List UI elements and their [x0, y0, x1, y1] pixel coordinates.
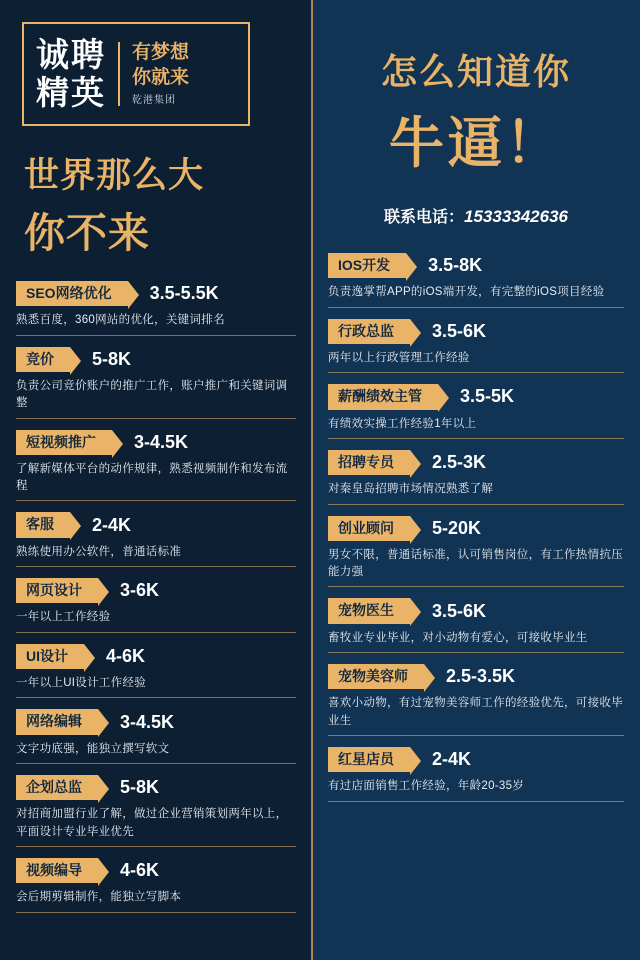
left-slogan — [24, 148, 296, 259]
job-header — [16, 578, 296, 603]
job-underline — [16, 697, 296, 698]
job-description: 两年以上行政管理工作经验 — [328, 352, 470, 365]
job-description: 负责逸掌帮APP的iOS端开发，有完整的iOS项目经验 — [328, 286, 605, 299]
job-header — [328, 598, 624, 623]
job-description: 负责公司竞价账户的推广工作，账户推广和关键词调整 — [16, 380, 288, 410]
job-title-tag: 短视频推广 — [16, 430, 112, 455]
hiring-subheadline — [132, 40, 189, 107]
job-salary: 4-6K — [120, 860, 160, 881]
job-title-tag: 红星店员 — [328, 747, 410, 772]
job-title-tag: SEO网络优化 — [16, 281, 128, 306]
job-description: 会后期剪辑制作，能独立写脚本 — [16, 891, 182, 904]
job-title-tag: 视频编导 — [16, 858, 98, 883]
job-underline — [16, 335, 296, 336]
job-item — [328, 319, 624, 374]
job-item — [16, 709, 296, 764]
job-salary: 3-6K — [120, 580, 160, 601]
job-salary: 5-20K — [432, 517, 482, 538]
job-underline — [16, 763, 296, 764]
job-header — [328, 450, 624, 475]
job-title-tag: 客服 — [16, 512, 70, 537]
job-underline — [328, 735, 624, 736]
job-header — [328, 384, 624, 409]
job-title-tag: 网页设计 — [16, 578, 98, 603]
job-salary: 3.5-8K — [428, 255, 483, 276]
job-underline — [328, 438, 624, 439]
job-underline — [328, 504, 624, 505]
job-header — [16, 775, 296, 800]
job-title-tag: 宠物医生 — [328, 598, 410, 623]
left-panel — [0, 0, 312, 960]
job-item — [328, 516, 624, 588]
job-header — [16, 347, 296, 372]
job-description: 文字功底强，能独立撰写软文 — [16, 742, 170, 755]
job-title-tag: UI设计 — [16, 644, 84, 669]
left-job-list — [16, 281, 296, 913]
job-header — [16, 430, 296, 455]
job-description: 有过店面销售工作经验，年龄20-35岁 — [328, 780, 525, 793]
job-header — [328, 664, 624, 689]
job-item — [16, 347, 296, 419]
job-item — [328, 747, 624, 802]
job-salary: 2.5-3K — [432, 452, 487, 473]
right-job-list — [328, 253, 624, 802]
job-underline — [328, 586, 624, 587]
job-description: 熟悉百度，360网站的优化，关键词排名 — [16, 314, 225, 327]
hiring-subheadline-line1: 有梦想 — [132, 42, 190, 64]
job-item — [328, 664, 624, 736]
right-panel — [312, 0, 640, 960]
job-underline — [328, 652, 624, 653]
job-title-tag: 招聘专员 — [328, 450, 410, 475]
contact-phone — [328, 204, 624, 227]
job-item — [16, 578, 296, 633]
hiring-headline-box — [22, 22, 250, 126]
company-name: 乾港集团 — [132, 95, 176, 107]
job-header — [16, 858, 296, 883]
job-item — [328, 450, 624, 505]
hiring-headline-line1: 诚聘 — [36, 35, 106, 73]
panel-divider — [311, 0, 313, 960]
job-underline — [16, 500, 296, 501]
job-item — [16, 644, 296, 699]
job-header — [16, 644, 296, 669]
job-underline — [16, 846, 296, 847]
right-headline-line1: 怎么知道你 — [380, 51, 571, 92]
job-header — [328, 747, 624, 772]
job-title-tag: 行政总监 — [328, 319, 410, 344]
job-salary: 2.5-3.5K — [446, 666, 516, 687]
job-header — [16, 281, 296, 306]
job-item — [16, 858, 296, 913]
job-underline — [16, 632, 296, 633]
job-title-tag: IOS开发 — [328, 253, 406, 278]
job-salary: 3.5-5.5K — [149, 283, 219, 304]
job-underline — [16, 566, 296, 567]
contact-phone-label: 联系电话： — [383, 209, 464, 226]
job-salary: 4-6K — [106, 645, 146, 666]
job-underline — [328, 307, 624, 308]
job-description: 一年以上工作经验 — [16, 611, 111, 624]
job-salary: 5-8K — [120, 777, 160, 798]
job-salary: 5-8K — [92, 348, 132, 369]
left-slogan-line2: 你不来 — [24, 210, 150, 256]
contact-phone-number: 15333342636 — [464, 207, 569, 226]
job-description: 对招商加盟行业了解，做过企业营销策划两年以上，平面设计专业毕业优先 — [16, 808, 288, 838]
job-item — [16, 430, 296, 502]
job-description: 对秦皇岛招聘市场情况熟悉了解 — [328, 483, 494, 496]
job-header — [328, 516, 624, 541]
job-description: 熟练使用办公软件，普通话标准 — [16, 545, 182, 558]
job-description: 一年以上UI设计工作经验 — [16, 677, 147, 690]
job-underline — [16, 418, 296, 419]
job-header — [328, 253, 624, 278]
job-description: 了解新媒体平台的动作规律，熟悉视频制作和发布流程 — [16, 462, 288, 493]
job-title-tag: 竞价 — [16, 347, 70, 372]
job-salary: 3-4.5K — [120, 711, 175, 732]
job-item — [328, 253, 624, 308]
job-salary: 2-4K — [92, 514, 132, 535]
job-underline — [16, 912, 296, 913]
hiring-headline-line2: 精英 — [36, 74, 106, 111]
job-underline — [328, 801, 624, 802]
job-description: 有绩效实操工作经验1年以上 — [328, 417, 477, 430]
job-underline — [328, 372, 624, 373]
job-title-tag: 薪酬绩效主管 — [328, 384, 438, 409]
job-item — [328, 384, 624, 439]
vertical-divider — [118, 42, 120, 106]
job-description: 喜欢小动物，有过宠物美容师工作的经验优先，可接收毕业生 — [328, 697, 623, 727]
job-item — [16, 281, 296, 336]
job-title-tag: 宠物美容师 — [328, 664, 424, 689]
job-title-tag: 创业顾问 — [328, 516, 410, 541]
job-salary: 3.5-5K — [460, 386, 515, 407]
job-item — [16, 775, 296, 847]
job-salary: 3.5-6K — [432, 320, 487, 341]
job-salary: 2-4K — [432, 749, 472, 770]
job-description: 男女不限，普通话标准，认可销售岗位，有工作热情抗压能力强 — [328, 548, 623, 579]
job-description: 畜牧业专业毕业，对小动物有爱心，可接收毕业生 — [328, 631, 588, 644]
job-salary: 3.5-6K — [432, 600, 487, 621]
job-item — [328, 598, 624, 653]
right-headline-line2: 牛逼！ — [388, 112, 563, 174]
hiring-headline-main — [36, 36, 106, 113]
hiring-subheadline-line2: 你就来 — [132, 67, 190, 89]
job-header — [328, 319, 624, 344]
job-header — [16, 709, 296, 734]
right-headline — [328, 44, 624, 178]
job-title-tag: 网络编辑 — [16, 709, 98, 734]
job-item — [16, 512, 296, 567]
job-salary: 3-4.5K — [134, 431, 189, 452]
left-slogan-line1: 世界那么大 — [24, 156, 205, 195]
job-header — [16, 512, 296, 537]
job-title-tag: 企划总监 — [16, 775, 98, 800]
